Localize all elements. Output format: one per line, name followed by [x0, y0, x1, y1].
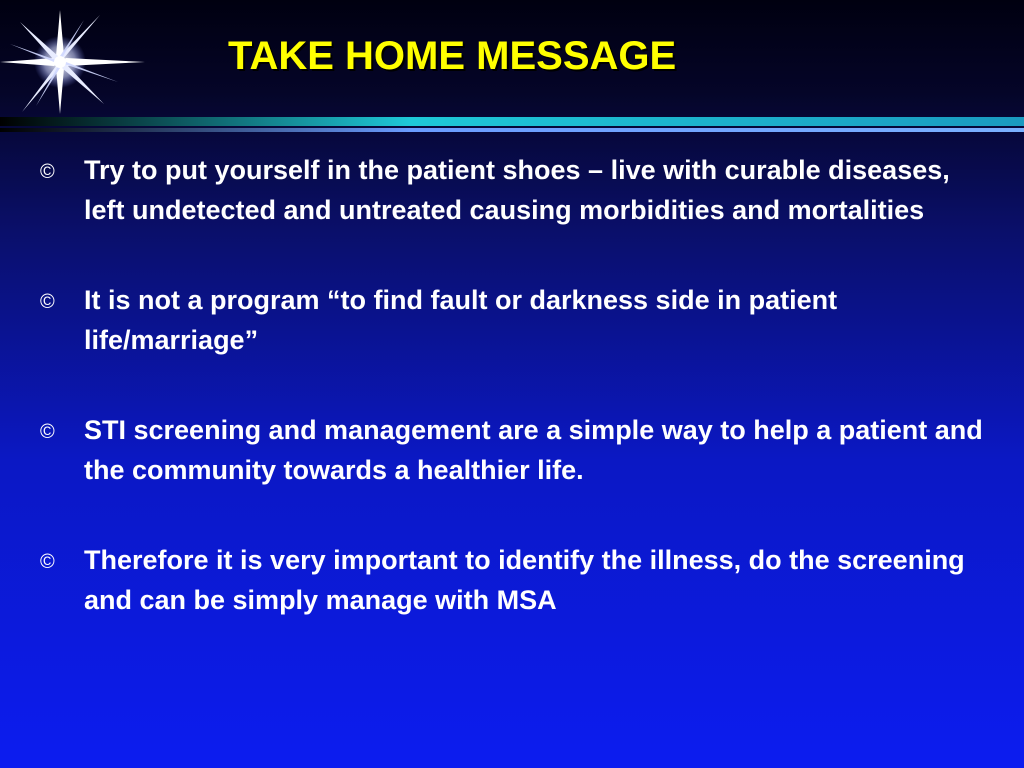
bullet-text: Try to put yourself in the patient shoes – live with curable diseases, left undetected and untreated causing morbidities and mortalities [84, 155, 950, 225]
bullet-text: STI screening and management are a simple way to help a patient and the community towards a healthier life. [84, 415, 983, 485]
list-item [40, 540, 990, 620]
list-item [40, 280, 990, 360]
starburst-icon [0, 0, 150, 130]
copyright-bullet-icon: © [40, 551, 55, 573]
title-divider [0, 113, 1024, 137]
bullet-text: Therefore it is very important to identify the illness, do the screening and can be simply manage with MSA [84, 545, 965, 615]
list-item [40, 410, 990, 490]
copyright-bullet-icon: © [40, 161, 55, 183]
slide-title: TAKE HOME MESSAGE [228, 34, 677, 78]
list-item [40, 150, 990, 230]
copyright-bullet-icon: © [40, 421, 55, 443]
bullet-list [40, 150, 990, 670]
copyright-bullet-icon: © [40, 291, 55, 313]
bullet-text: It is not a program “to find fault or darkness side in patient life/marriage” [84, 285, 838, 355]
